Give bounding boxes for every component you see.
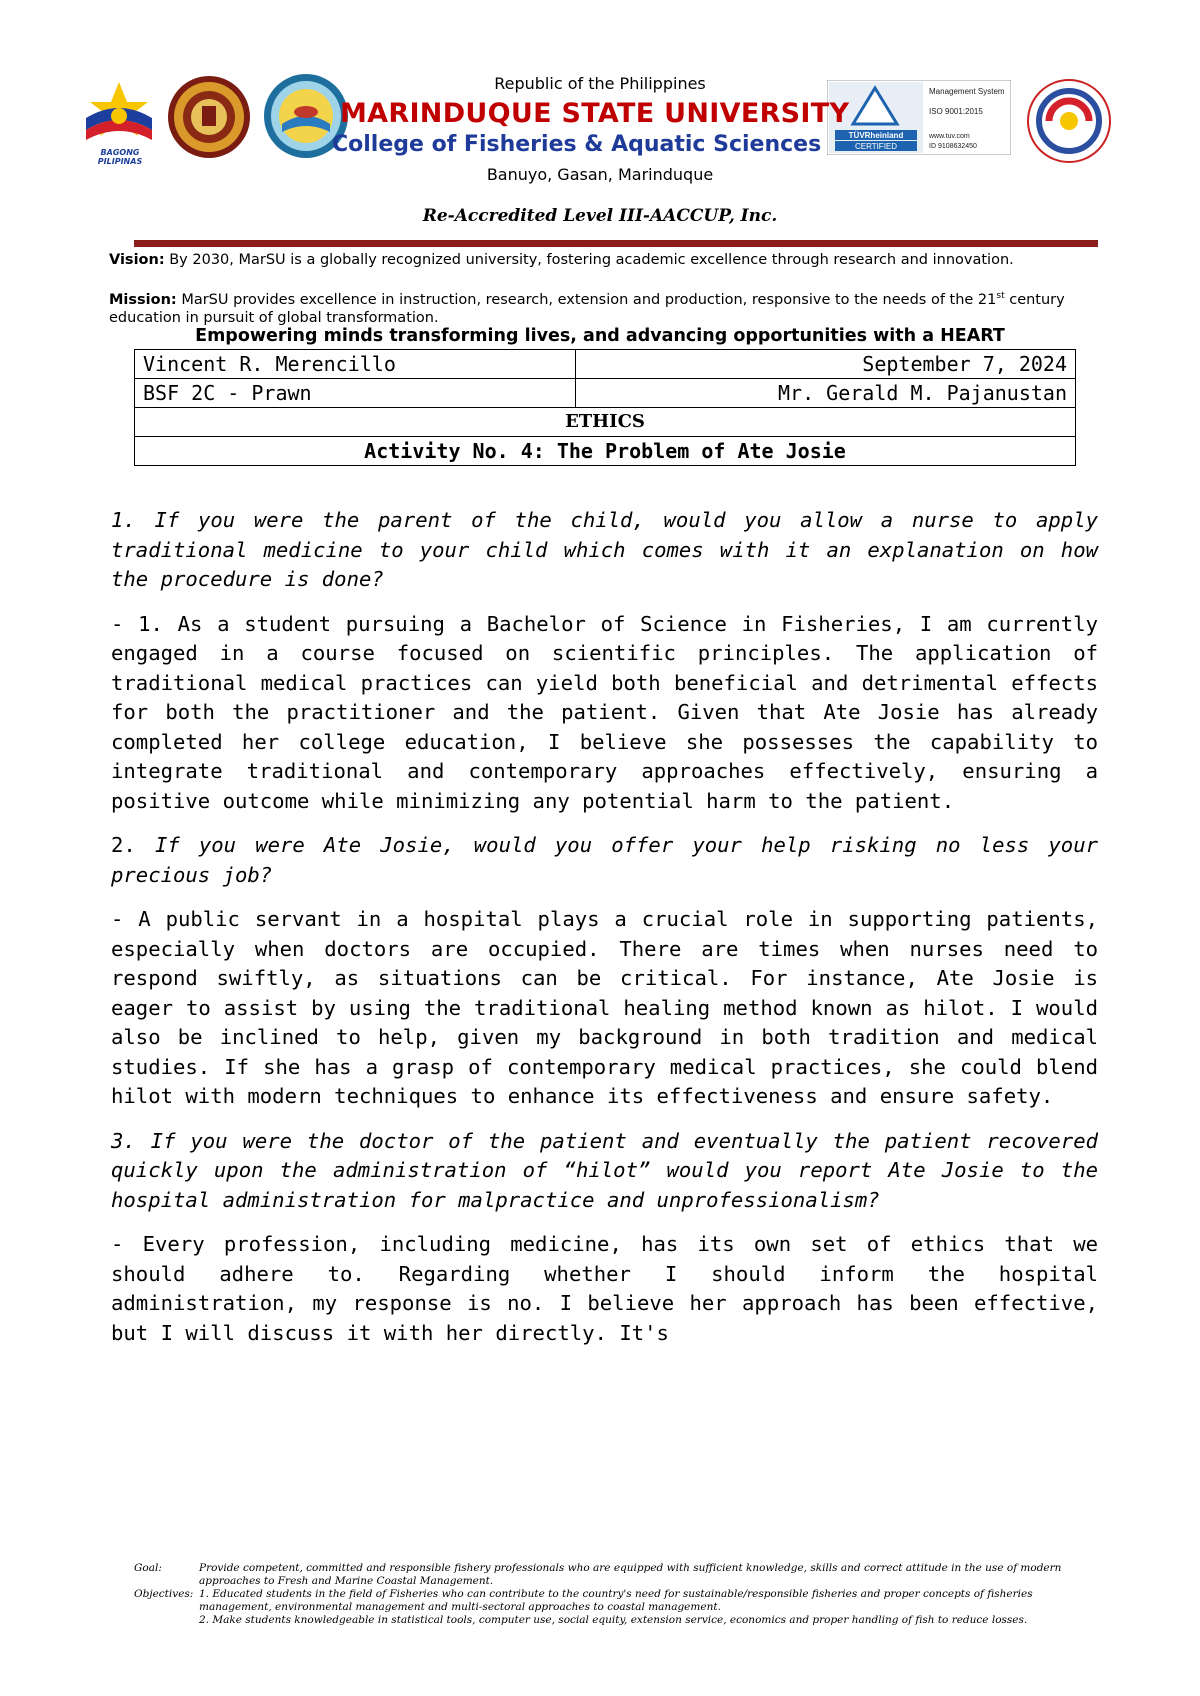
address-line: Banuyo, Gasan, Marinduque xyxy=(486,165,714,184)
footer-goal-row xyxy=(134,1562,1094,1588)
republic-line: Republic of the Philippines xyxy=(494,74,706,93)
footer-objectives-row xyxy=(134,1588,1094,1614)
goal-text: Provide competent, committed and responsible fishery professionals who are equipped with sufficient knowledge, skills and correct attitude in the use of modern approaches to Fresh and Marine Coastal Management. xyxy=(199,1562,1062,1587)
submission-date: September 7, 2024 xyxy=(575,350,1075,379)
accreditation-line: Re-Accredited Level III-AACCUP, Inc. xyxy=(422,206,778,226)
question-2-number: 2. xyxy=(111,833,155,857)
document-body xyxy=(111,506,1098,1363)
cert-url-text: www.tuv.com xyxy=(929,133,970,140)
bagong-pilipinas-caption: BAGONG PILIPINAS xyxy=(97,148,143,166)
table-row xyxy=(135,408,1076,437)
mission-text-b: century education in pursuit of global transformation. xyxy=(109,291,1065,326)
table-row xyxy=(135,379,1076,408)
activity-title: Activity No. 4: The Problem of Ate Josie xyxy=(135,437,1076,466)
objective-2: 2. Make students knowledgeable in statistical tools, computer use, social equity, extension service, economics and proper handling of fish to reduce losses. xyxy=(199,1614,1028,1626)
question-3: 3. If you were the doctor of the patient and eventually the patient recovered quickly upon the administration of “hilot” would you report Ate Josie to the hospital administration for malpractice and unprofessionalism? xyxy=(111,1128,1098,1212)
mission-statement xyxy=(109,287,1089,327)
table-row xyxy=(135,437,1076,466)
cert-mark-text: CERTIFIED xyxy=(854,142,898,151)
instructor-name: Mr. Gerald M. Pajanustan xyxy=(575,379,1075,408)
vision-text: By 2030, MarSU is a globally recognized university, fostering academic excellence through research and innovation. xyxy=(169,252,1014,268)
answer-1: - 1. As a student pursuing a Bachelor of Science in Fisheries, I am currently engaged in a course focused on scientific principles. The application of traditional medical practices can yield both beneficial and detrimental effects for both the practitioner and the patient. Given that Ate Josie has already completed her college education, I believe she possesses the capability to integrate traditional and contemporary approaches effectively, ensuring a positive outcome while minimizing any potential harm to the patient. xyxy=(111,611,1098,813)
vision-label: Vision: xyxy=(109,252,165,268)
student-info-table xyxy=(134,349,1076,466)
student-name: Vincent R. Merencillo xyxy=(135,350,576,379)
cert-system-text: Management System xyxy=(929,87,1005,96)
university-name: MARINDUQUE STATE UNIVERSITY xyxy=(340,98,850,129)
college-name: College of Fisheries & Aquatic Sciences xyxy=(332,132,822,157)
question-1: 1. If you were the parent of the child, would you allow a nurse to apply traditional medicine to your child which comes with it an explanation on how the procedure is done? xyxy=(111,508,1098,591)
table-row xyxy=(135,350,1076,379)
mission-text-a: MarSU provides excellence in instruction, research, extension and production, responsive to the needs of the 21 xyxy=(181,291,997,308)
cert-body-text: TÜVRheinland xyxy=(848,131,904,140)
cert-id-text: ID 9108632450 xyxy=(929,143,977,150)
goal-label: Goal: xyxy=(134,1562,162,1574)
subject-title: ETHICS xyxy=(135,408,1076,437)
cert-standard-text: ISO 9001:2015 xyxy=(929,107,983,116)
footer-goals xyxy=(134,1562,1094,1627)
question-2-text: If you were Ate Josie, would you offer your help risking no less your precious job? xyxy=(111,833,1098,887)
course-section: BSF 2C - Prawn xyxy=(135,379,576,408)
answer-3: - Every profession, including medicine, has its own set of ethics that we should adhere to. Regarding whether I should inform the hospital administration, my response is no. I believe her approach has been effective, but I will discuss it with her directly. It's xyxy=(111,1232,1098,1345)
tagline: Empowering minds transforming lives, and advancing opportunities with a HEART xyxy=(195,326,1005,346)
mission-sup: st xyxy=(996,291,1005,301)
objectives-label: Objectives: xyxy=(134,1588,194,1600)
vision-statement xyxy=(109,251,1089,269)
question-2 xyxy=(111,831,1098,890)
mission-label: Mission: xyxy=(109,291,177,308)
header-divider xyxy=(134,240,1098,247)
objective-1: 1. Educated students in the field of Fisheries who can contribute to the country's need for sustainable/responsible fisheries and proper concepts of fisheries management, environmental management and multi-sectoral approaches to coastal management. xyxy=(199,1588,1033,1613)
answer-2: - A public servant in a hospital plays a crucial role in supporting patients, especially when doctors are occupied. There are times when nurses need to respond swiftly, as situations can be critical. For instance, Ate Josie is eager to assist by using the traditional healing method known as hilot. I would also be inclined to help, given my background in both tradition and medical studies. If she has a grasp of contemporary medical practices, she could blend hilot with modern techniques to enhance its effectiveness and ensure safety. xyxy=(111,907,1098,1108)
